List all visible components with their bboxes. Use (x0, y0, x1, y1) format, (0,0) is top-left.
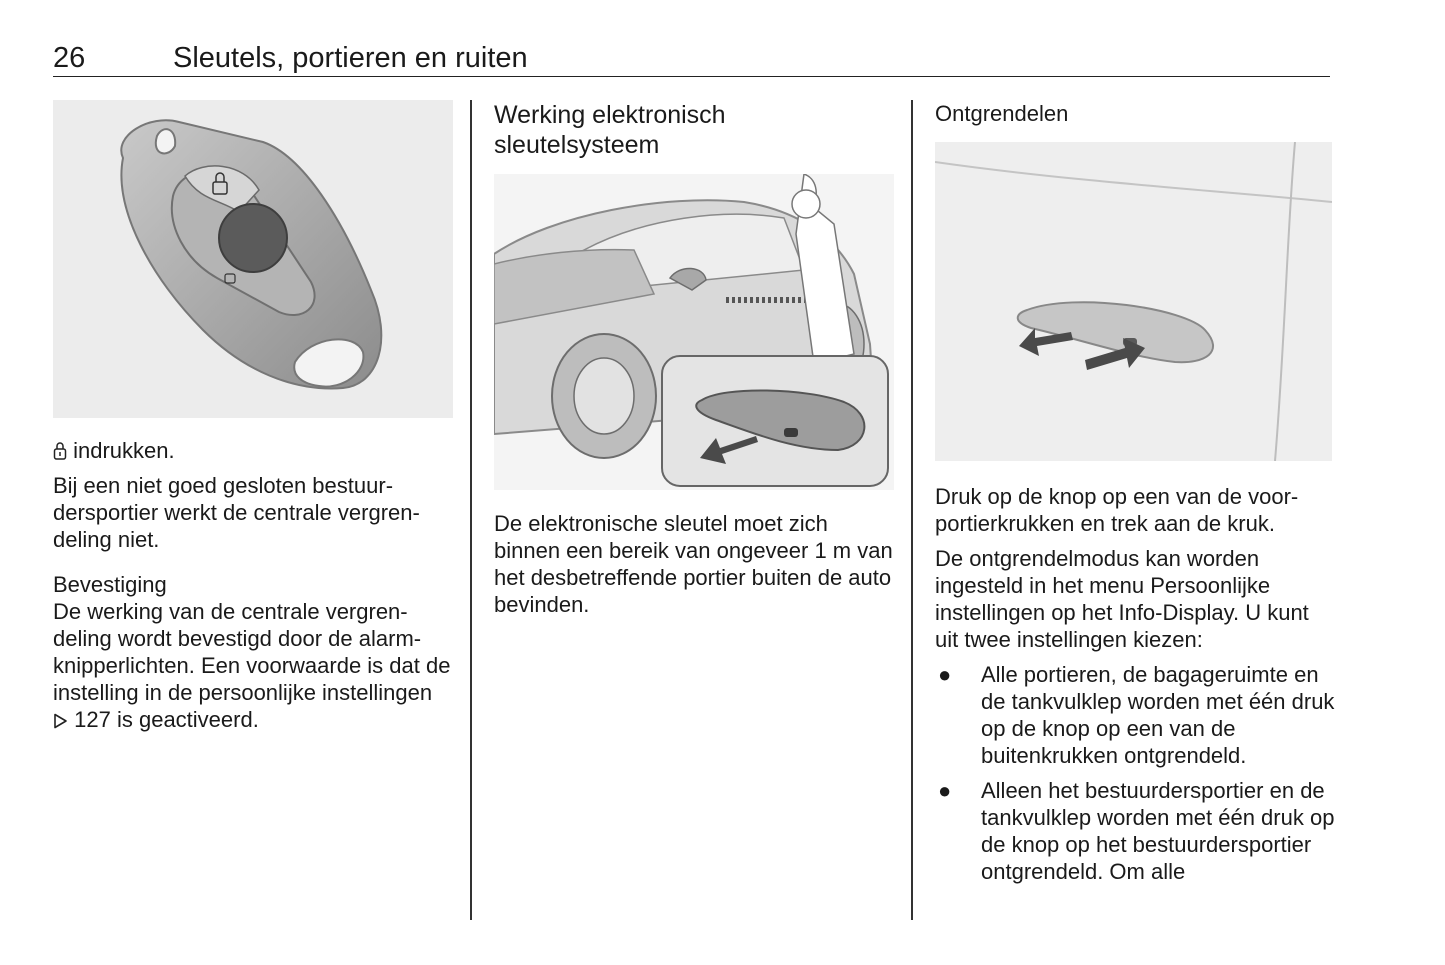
door-handle-illustration (935, 142, 1332, 461)
page-number: 26 (53, 42, 86, 74)
section-title: Sleutels, portieren en ruiten (173, 42, 528, 74)
column-1 (53, 100, 453, 741)
paragraph-confirmation: De werking van de centrale vergrendeling wordt bevestigd door de alarmknipperlichten. Een voorwaarde is dat de instelling in de persoonlijke instellingen (53, 599, 451, 705)
column-divider-2 (911, 100, 913, 920)
paragraph-unlock-mode: De ontgrendelmodus kan worden ingesteld in het menu Persoonlijke instellingen op het Info-Display. U kunt uit twee instellingen kiezen: (935, 546, 1309, 652)
heading-bevestiging: Bevestiging (53, 572, 167, 597)
paragraph-key-range: De elektronische sleutel moet zich binnen een bereik van ongeveer 1 m van het desbetreffende portier buiten de auto bevinden. (494, 511, 893, 617)
page-reference-arrow-icon (53, 713, 68, 729)
list-item (935, 661, 1335, 769)
paragraph-confirmation-end: is geactiveerd. (116, 707, 259, 732)
unlock-option-all: Alle portieren, de bagageruimte en de tankvulklep worden met één druk op de knop op een van de buitenkrukken ontgrendeld. (981, 662, 1335, 768)
key-fob-illustration (53, 100, 453, 418)
lock-icon (53, 441, 67, 461)
page-reference-link[interactable]: 127 (74, 707, 111, 732)
heading-ontgrendelen: Ontgrendelen (935, 101, 1069, 126)
bullet: ● (938, 662, 952, 687)
column-3 (935, 100, 1335, 893)
list-item (935, 777, 1335, 885)
column-2 (494, 100, 894, 626)
unlock-option-driver: Alleen het bestuurdersportier en de tankvulklep worden met één druk op de knop op het bestuurdersportier ontgrendeld. Om alle (981, 778, 1335, 884)
column-divider-1 (470, 100, 472, 920)
heading-electronic-key-system: Werking elektronisch sleutelsysteem (494, 101, 726, 159)
car-keyless-entry-illustration (494, 174, 894, 490)
paragraph-closed-door: Bij een niet goed gesloten bestuurdersportier werkt de centrale vergrendeling niet. (53, 473, 420, 552)
paragraph-unlock-instruction: Druk op de knop op een van de voorportierkrukken en trek aan de kruk. (935, 484, 1299, 536)
page-header (53, 40, 1330, 77)
unlock-options-list (935, 661, 1335, 885)
press-instruction: indrukken. (73, 438, 175, 463)
bullet: ● (938, 778, 952, 803)
